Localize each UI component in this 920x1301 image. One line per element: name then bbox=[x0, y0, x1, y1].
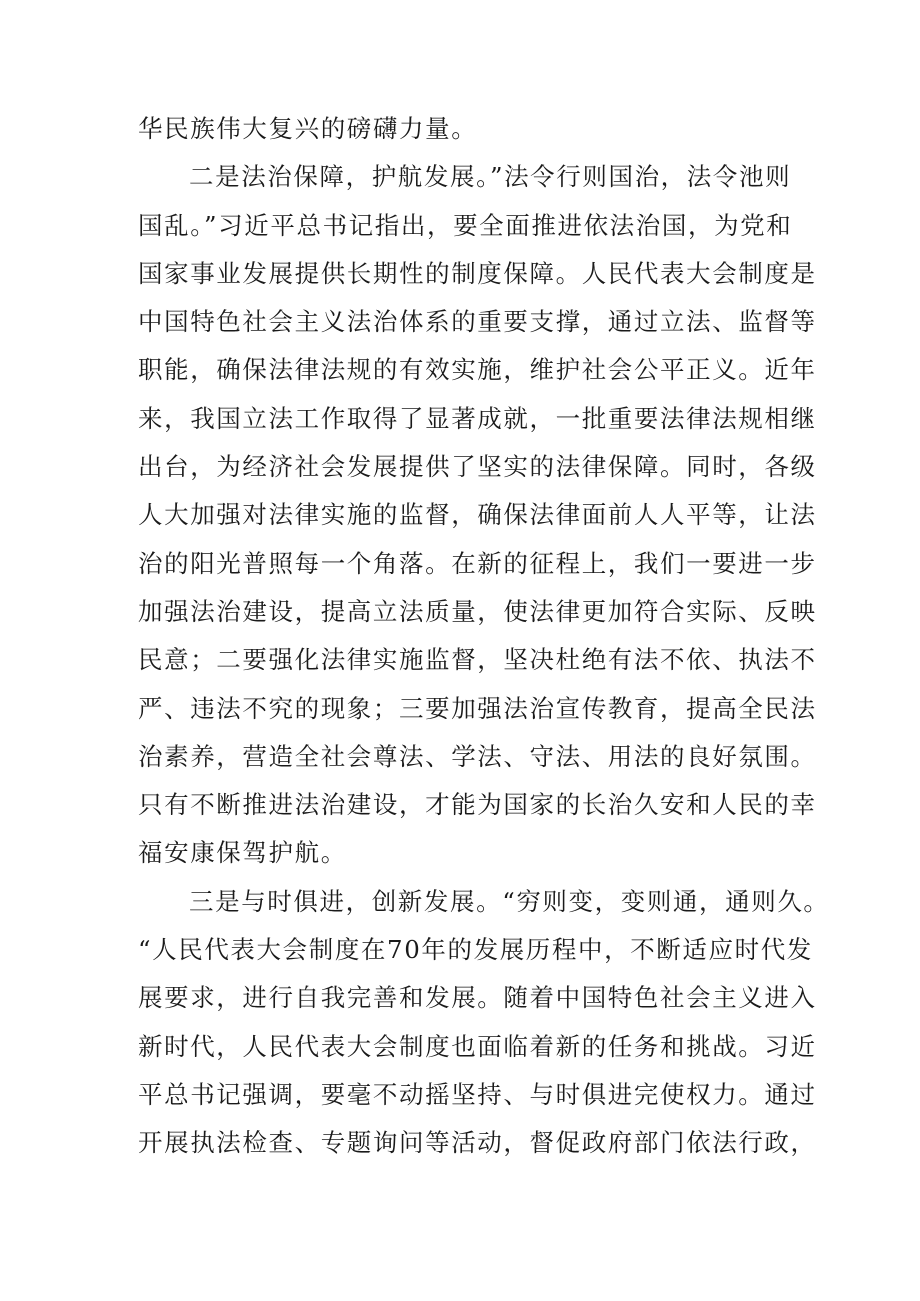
text-line: 加强法治建设，提高立法质量，使法律更加符合实际、反映 bbox=[138, 596, 817, 626]
text-line: 出台，为经济社会发展提供了坚实的法律保障。同时，各级 bbox=[138, 452, 817, 482]
text-line: 新时代，人民代表大会制度也面临着新的任务和挑战。习近 bbox=[138, 1031, 817, 1061]
text-line: 严、违法不究的现象；三要加强法治宣传教育，提高全民法 bbox=[138, 693, 817, 723]
text-line: 来，我国立法工作取得了显著成就，一批重要法律法规相继 bbox=[138, 403, 817, 433]
text-line: 国家事业发展提供长期性的制度保障。人民代表大会制度是 bbox=[138, 258, 817, 288]
paragraph-start-line: 三是与时俱进，创新发展。“穷则变，变则通，通则久。 bbox=[189, 886, 830, 916]
text-line: 治的阳光普照每一个角落。在新的征程上，我们一要进一步 bbox=[138, 548, 817, 578]
document-body bbox=[138, 105, 830, 1168]
text-line: “人民代表大会制度在70年的发展历程中，不断适应时代发 bbox=[138, 935, 813, 965]
text-line: 职能，确保法律法规的有效实施，维护社会公平正义。近年 bbox=[138, 355, 817, 385]
paragraph-start-line: 二是法治保障，护航发展。”法令行则国治，法令池则 bbox=[189, 162, 792, 192]
text-line: 福安康保驾护航。 bbox=[138, 838, 347, 868]
text-line: 中国特色社会主义法治体系的重要支撑，通过立法、监督等 bbox=[138, 307, 817, 337]
text-line: 人大加强对法律实施的监督，确保法律面前人人平等，让法 bbox=[138, 500, 817, 530]
text-line: 开展执法检查、专题询问等活动，督促政府部门依法行政， bbox=[138, 1128, 817, 1158]
text-line: 只有不断推进法治建设，才能为国家的长治久安和人民的幸 bbox=[138, 790, 817, 820]
text-line: 华民族伟大复兴的磅礴力量。 bbox=[138, 114, 478, 143]
text-line: 治素养，营造全社会尊法、学法、守法、用法的良好氛围。 bbox=[138, 741, 817, 771]
text-line: 国乱。”习近平总书记指出，要全面推进依法治国，为党和 bbox=[138, 210, 793, 240]
text-line: 展要求，进行自我完善和发展。随着中国特色社会主义进入 bbox=[138, 983, 817, 1013]
text-line: 民意；二要强化法律实施监督，坚决杜绝有法不依、执法不 bbox=[138, 645, 817, 675]
text-line: 平总书记强调，要毫不动摇坚持、与时俱进完使权力。通过 bbox=[138, 1079, 817, 1109]
